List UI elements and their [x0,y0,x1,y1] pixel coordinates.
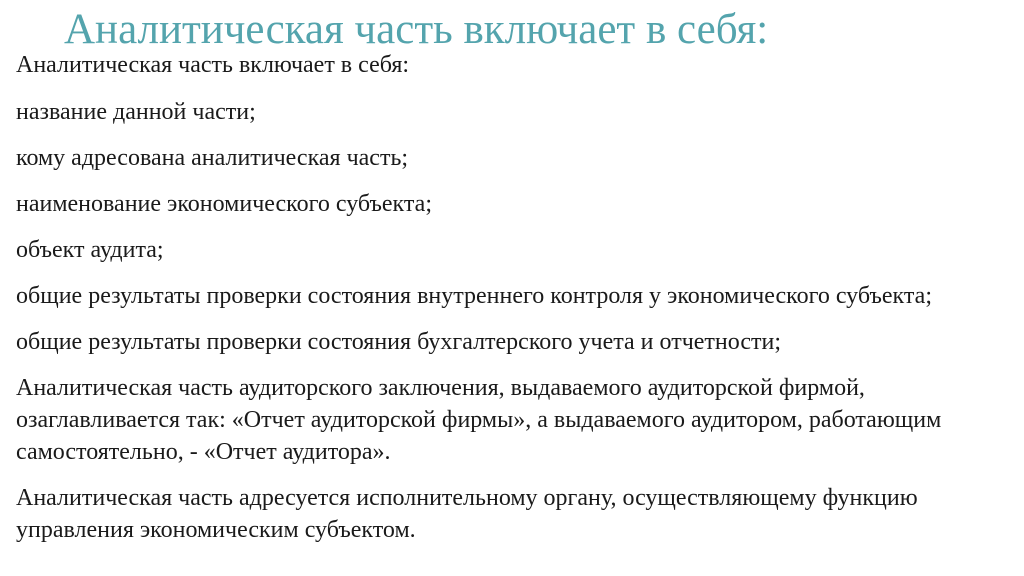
list-item: Аналитическая часть аудиторского заключения, выдаваемого аудиторской фирмой, озаглавливается так: «Отчет аудиторской фирмы», а выдаваемого аудитором, работающим самостоятельно, - «Отчет аудитора». [16,375,942,465]
list-item: наименование экономического субъекта; [16,191,432,217]
list-item: Аналитическая часть адресуется исполнительному органу, осуществляющему функцию управления экономическим субъектом. [16,485,918,543]
list-item: общие результаты проверки состояния бухгалтерского учета и отчетности; [16,329,781,355]
list-item: кому адресована аналитическая часть; [16,145,409,171]
list-item: общие результаты проверки состояния внутреннего контроля у экономического субъекта; [16,283,932,309]
list-item: объект аудита; [16,237,164,263]
bullet-list [16,50,1016,560]
list-item: название данной части; [16,99,256,125]
slide-title: Аналитическая часть включает в себя: [64,6,769,53]
list-item: Аналитическая часть включает в себя: [16,52,410,78]
